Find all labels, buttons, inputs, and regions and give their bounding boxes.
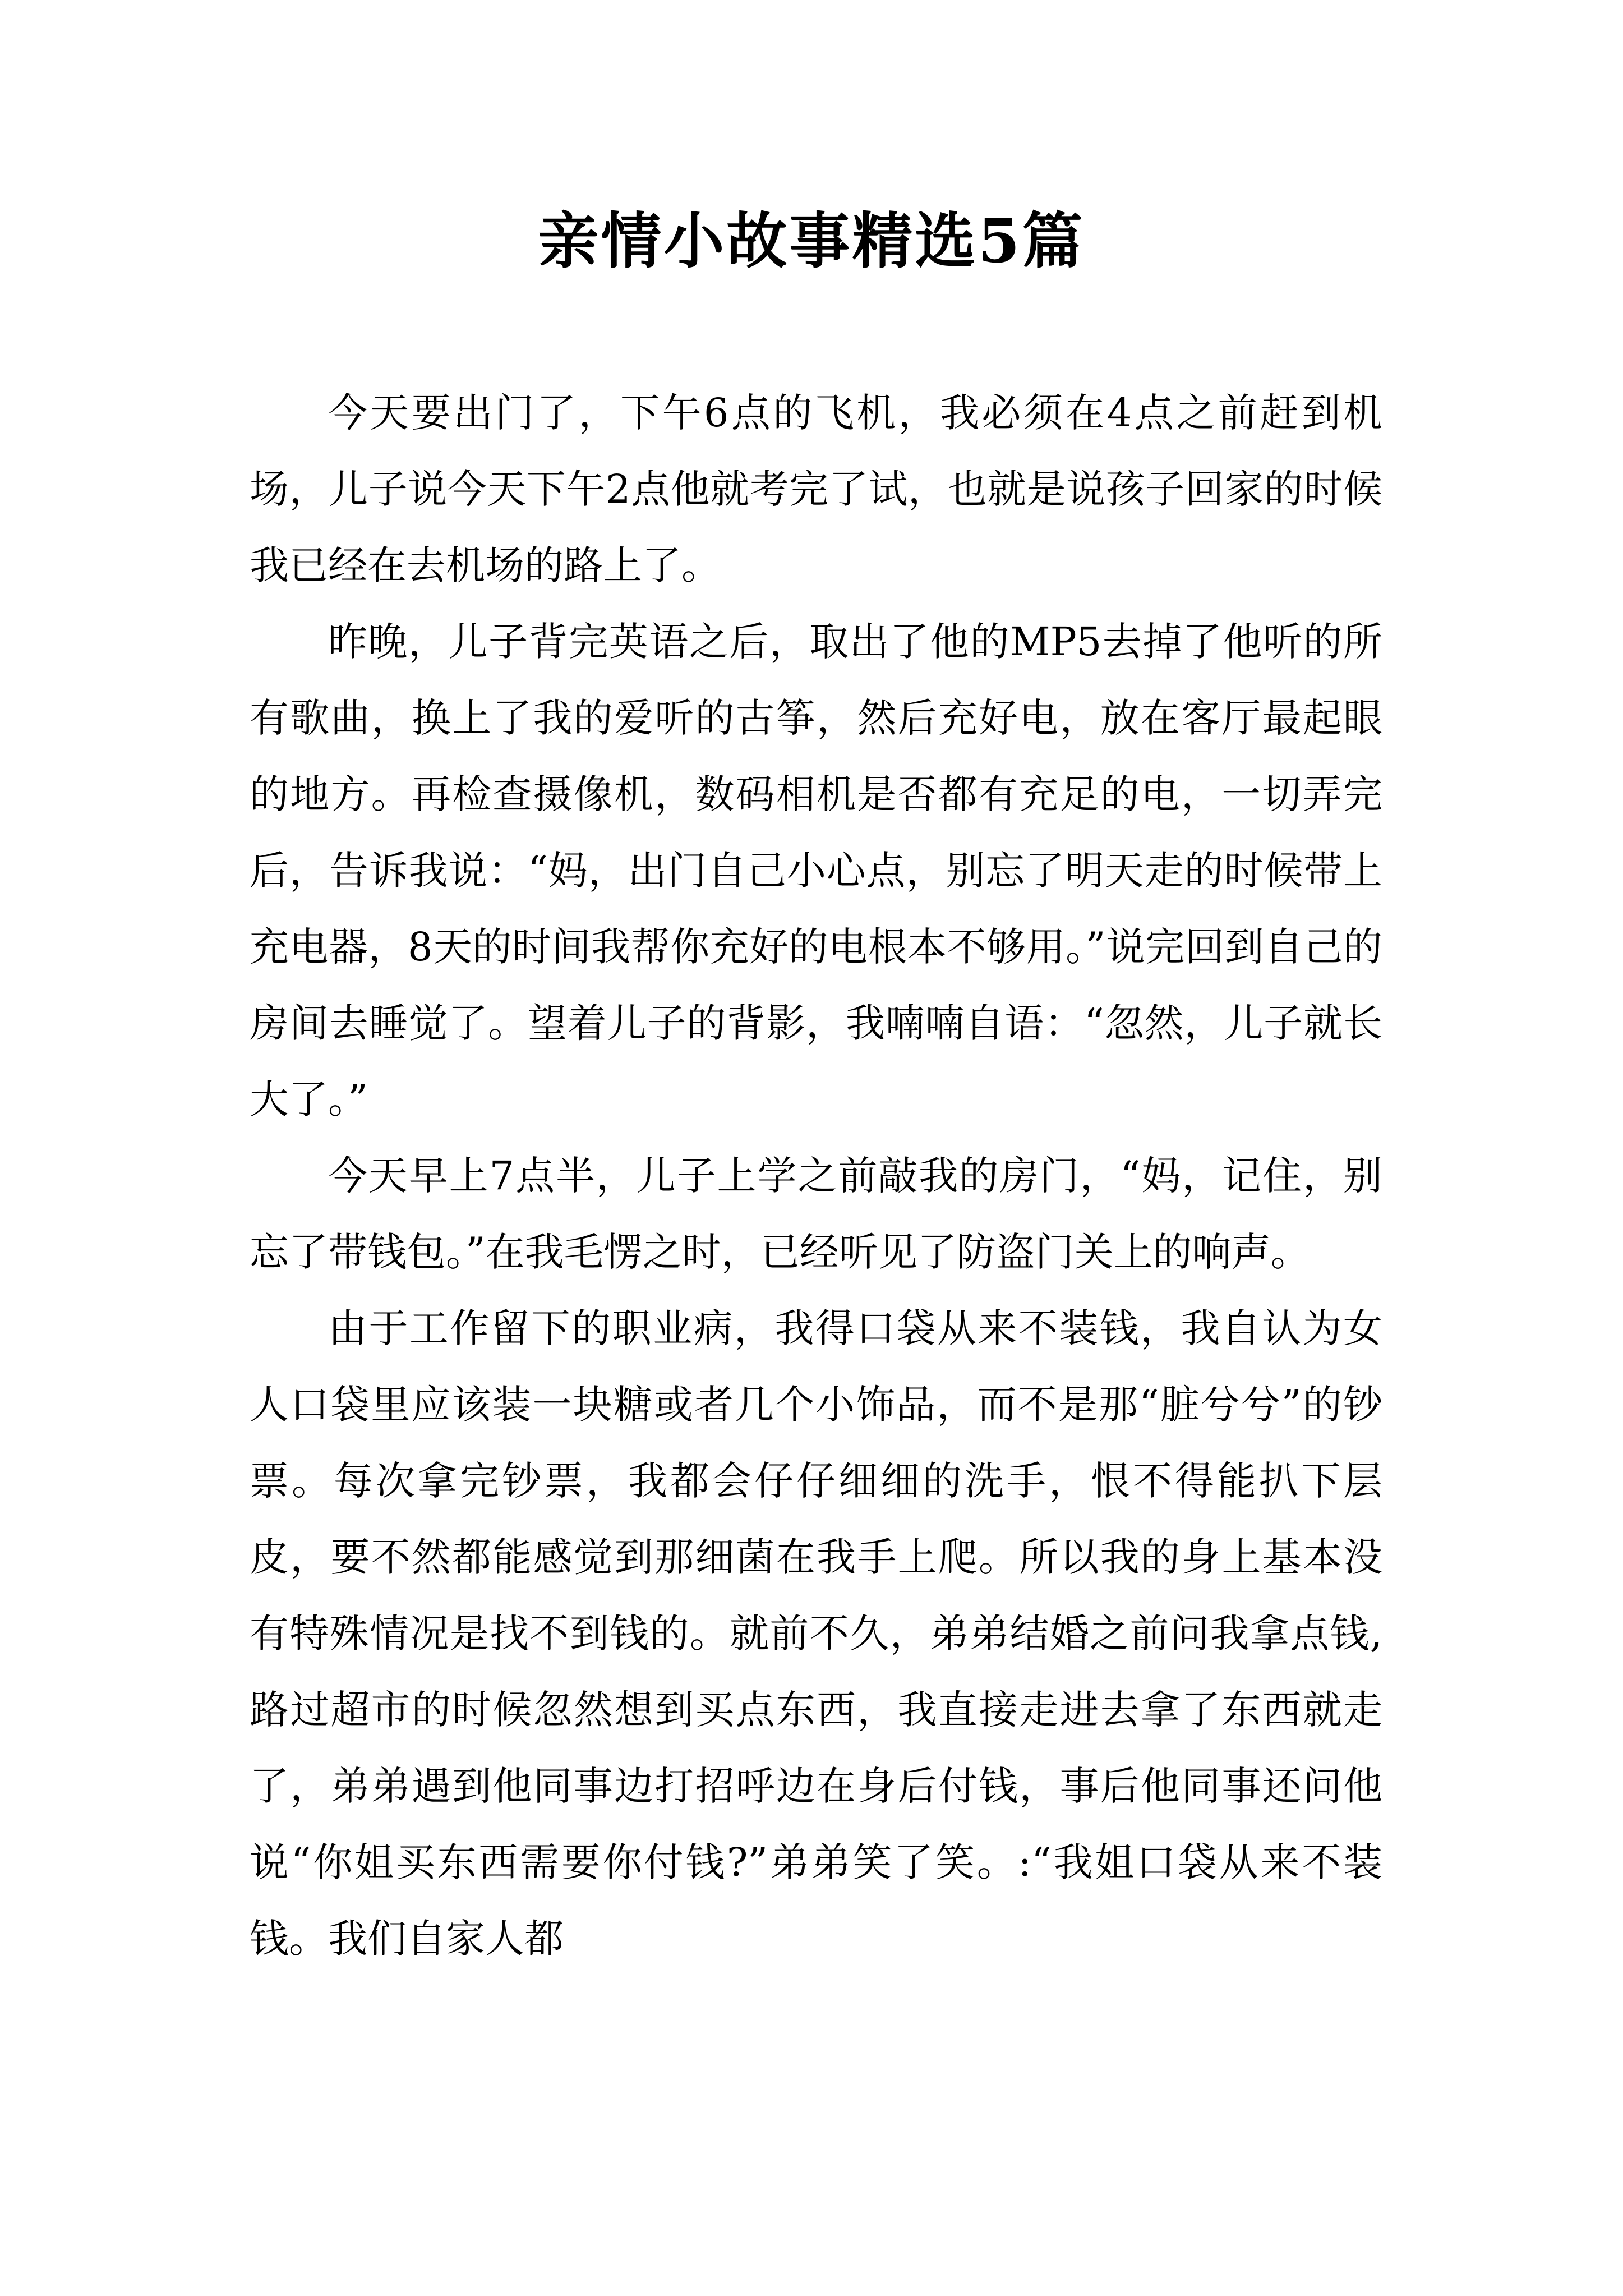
paragraph-2: 昨晚，儿子背完英语之后，取出了他的MP5去掉了他听的所有歌曲，换上了我的爱听的古筝，然后充好电，放在客厅最起眼的地方。再检查摄像机，数码相机是否都有充足的电，一切弄完后，告诉我说：“妈，出门自己小心点，别忘了明天走的时候带上充电器，8天的时间我帮你充好的电根本不够用。”说完回到自己的房间去睡觉了。望着儿子的背影，我喃喃自语：“忽然，儿子就长大了。” [250, 619, 1382, 1122]
paragraph-3: 今天早上7点半，儿子上学之前敲我的房门，“妈，记住，别忘了带钱包。”在我毛愣之时，已经听见了防盗门关上的响声。 [250, 1153, 1382, 1275]
document-body [250, 375, 1382, 1977]
paragraph-1: 今天要出门了，下午6点的飞机，我必须在4点之前赶到机场，儿子说今天下午2点他就考完了试，也就是说孩子回家的时候我已经在去机场的路上了。 [250, 390, 1382, 588]
document-title: 亲情小故事精选5篇 [538, 206, 1085, 277]
paragraph-4: 由于工作留下的职业病，我得口袋从来不装钱，我自认为女人口袋里应该装一块糖或者几个小饰品，而不是那“脏兮兮”的钞票。每次拿完钞票，我都会仔仔细细的洗手，恨不得能扒下层皮，要不然都能感觉到那细菌在我手上爬。所以我的身上基本没有特殊情况是找不到钱的。就前不久，弟弟结婚之前问我拿点钱,路过超市的时候忽然想到买点东西，我直接走进去拿了东西就走了，弟弟遇到他同事边打招呼边在身后付钱，事后他同事还问他说“你姐买东西需要你付钱?”弟弟笑了笑。:“我姐口袋从来不装钱。我们自家人都 [250, 1305, 1382, 1962]
